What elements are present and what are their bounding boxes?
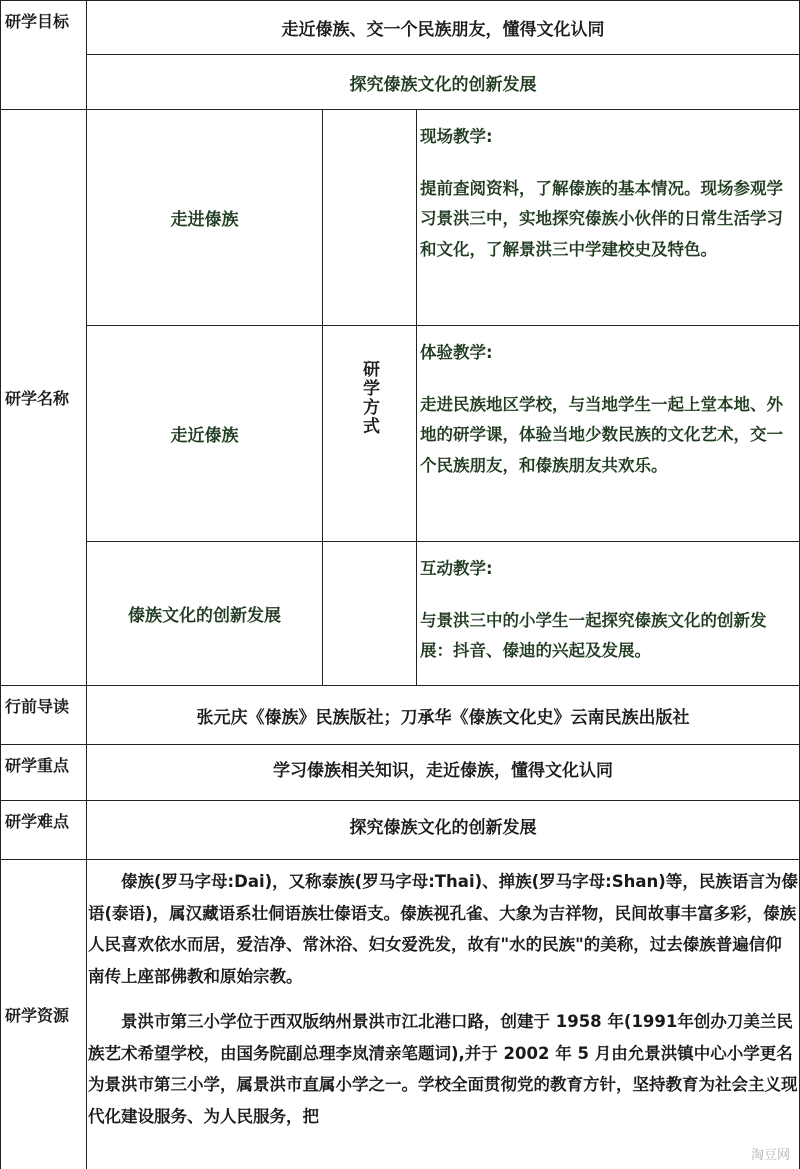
resources-label: 研学资源 [5, 1006, 70, 1025]
difficulty-label: 研学难点 [5, 812, 70, 831]
method-onsite-heading: 现场教学: [420, 127, 493, 146]
goal-line-1: 走近傣族、交一个民族朋友，懂得文化认同 [281, 20, 605, 40]
method-experience-text: 走进民族地区学校，与当地学生一起上堂本地、外地的研学课，体验当地少数民族的文化艺术，交一个民族朋友，和傣族朋友共欢乐。 [420, 394, 783, 475]
method-onsite-text: 提前查阅资料，了解傣族的基本情况。现场参观学习景洪三中，实地探究傣族小伙伴的日常生活学习和文化，了解景洪三中学建校史及特色。 [420, 178, 783, 259]
method-experience-heading: 体验教学: [420, 343, 493, 362]
name-item-1: 走进傣族 [170, 210, 239, 230]
focus-content: 学习傣族相关知识，走近傣族，懂得文化认同 [273, 760, 613, 781]
goal-label: 研学目标 [5, 12, 70, 31]
difficulty-content: 探究傣族文化的创新发展 [349, 817, 537, 838]
method-label-cell [323, 110, 416, 685]
focus-label: 研学重点 [5, 756, 70, 775]
method-label: 研学方式 [359, 359, 379, 436]
reading-label: 行前导读 [5, 697, 70, 716]
method-interactive-text: 与景洪三中的小学生一起探究傣族文化的创新发展：抖音、傣迪的兴起及发展。 [420, 610, 767, 660]
names-label: 研学名称 [5, 389, 70, 408]
goal-line-2: 探究傣族文化的创新发展 [349, 74, 537, 95]
method-interactive-heading: 互动教学: [420, 559, 493, 578]
resources-content [88, 866, 798, 1146]
resources-paragraph-2: 景洪市第三小学位于西双版纳州景洪市江北港口路，创建于 1958 年(1991年创办刀美兰民族艺术希望学校，由国务院副总理李岚清亲笔题词),并于 2002 年 5 月由允景洪镇中心小学更名为景洪市第三小学，属景洪市直属小学之一。学校全面贯彻党的教育方针，坚持教育为社会主义现代化建设服务、为人民服务，把 [88, 1012, 798, 1126]
watermark: 淘豆网 [751, 1144, 790, 1163]
row-divider [0, 859, 800, 860]
name-item-3: 傣族文化的创新发展 [128, 606, 281, 626]
name-item-2: 走近傣族 [170, 426, 239, 446]
resources-paragraph-1: 傣族(罗马字母:Dai)，又称泰族(罗马字母:Thai)、掸族(罗马字母:Shan)等，民族语言为傣语(泰语)，属汉藏语系壮侗语族壮傣语支。傣族视孔雀、大象为吉祥物，民间故事丰富多彩，傣族人民喜欢依水而居，爱洁净、常沐浴、妇女爱洗发，故有"水的民族"的美称，过去傣族普遍信仰南传上座部佛教和原始宗教。 [88, 872, 798, 986]
method-interactive [417, 542, 799, 685]
reading-content: 张元庆《傣族》民族版社；刀承华《傣族文化史》云南民族出版社 [196, 707, 690, 728]
method-experience [417, 326, 799, 541]
method-onsite [417, 110, 799, 325]
